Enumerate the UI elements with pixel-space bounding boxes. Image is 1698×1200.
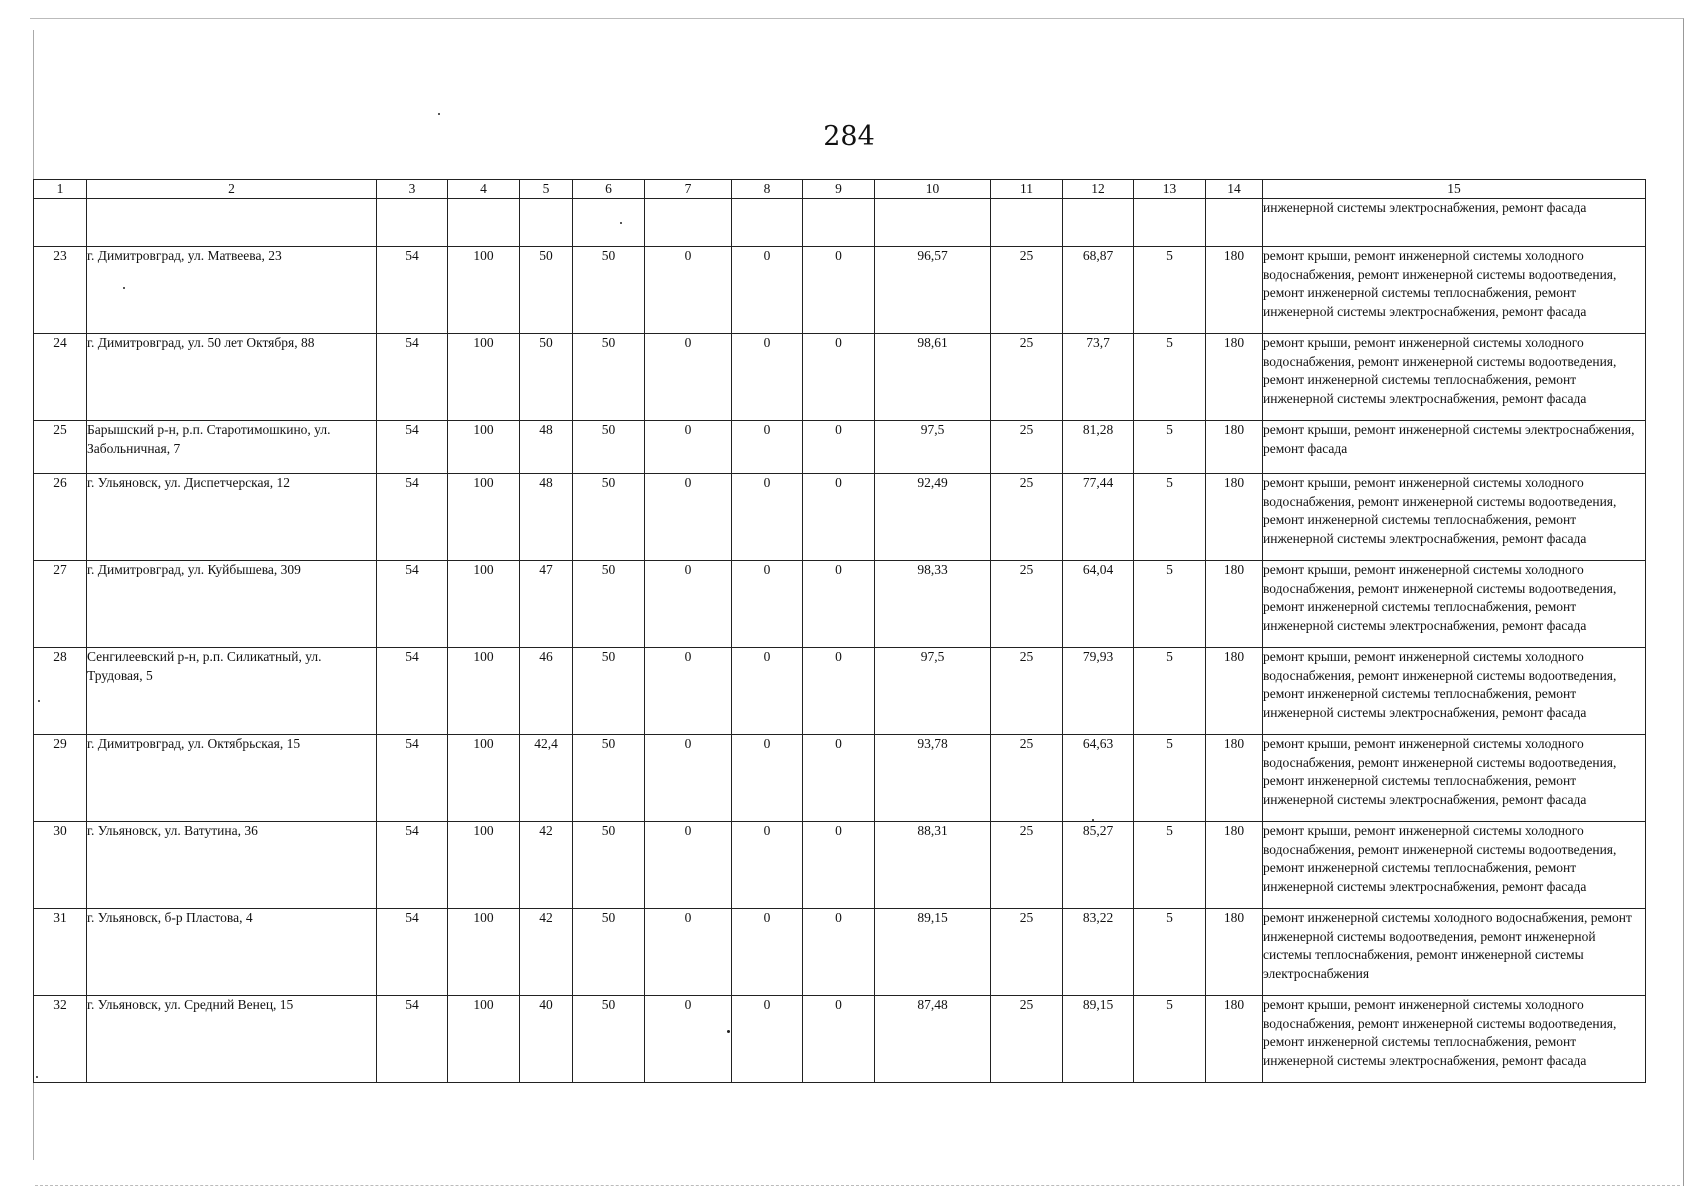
value-cell-col14: 180 (1206, 474, 1263, 561)
column-number-1: 1 (34, 180, 87, 199)
value-cell-col8 (732, 199, 803, 247)
value-cell-col8: 0 (732, 909, 803, 996)
value-cell-col8: 0 (732, 334, 803, 421)
value-cell-col11: 25 (991, 421, 1063, 474)
value-cell-col6 (573, 199, 645, 247)
value-cell-col8: 0 (732, 421, 803, 474)
value-cell-col13 (1134, 199, 1206, 247)
value-cell-col12: 77,44 (1063, 474, 1134, 561)
value-cell-col11: 25 (991, 474, 1063, 561)
value-cell-col12: 83,22 (1063, 909, 1134, 996)
row-number: 25 (34, 421, 87, 474)
value-cell-col7: 0 (645, 334, 732, 421)
value-cell-col9: 0 (803, 247, 875, 334)
works-description-cell: ремонт крыши, ремонт инженерной системы холодного водоснабжения, ремонт инженерной системы водоотведения, ремонт инженерной системы теплоснабжения, ремонт инженерной системы электроснабжения, ремонт фасада (1263, 474, 1646, 561)
column-number-5: 5 (520, 180, 573, 199)
value-cell-col13: 5 (1134, 996, 1206, 1083)
table-row (34, 474, 1646, 561)
value-cell-col9: 0 (803, 822, 875, 909)
column-number-8: 8 (732, 180, 803, 199)
value-cell-col12: 89,15 (1063, 996, 1134, 1083)
value-cell-col12: 81,28 (1063, 421, 1134, 474)
value-cell-col9: 0 (803, 474, 875, 561)
value-cell-col11: 25 (991, 648, 1063, 735)
value-cell-col11: 25 (991, 822, 1063, 909)
value-cell-col11: 25 (991, 247, 1063, 334)
value-cell-col5 (520, 199, 573, 247)
continuation-row (34, 199, 1646, 247)
value-cell-col10: 97,5 (875, 421, 991, 474)
value-cell-col12: 79,93 (1063, 648, 1134, 735)
value-cell-col6: 50 (573, 474, 645, 561)
value-cell-col7: 0 (645, 474, 732, 561)
value-cell-col10: 87,48 (875, 996, 991, 1083)
table-row (34, 735, 1646, 822)
value-cell-col10: 98,61 (875, 334, 991, 421)
column-number-14: 14 (1206, 180, 1263, 199)
column-number-3: 3 (377, 180, 448, 199)
works-description-cell: ремонт крыши, ремонт инженерной системы холодного водоснабжения, ремонт инженерной системы водоотведения, ремонт инженерной системы теплоснабжения, ремонт инженерной системы электроснабжения, ремонт фасада (1263, 334, 1646, 421)
value-cell-col8: 0 (732, 474, 803, 561)
value-cell-col13: 5 (1134, 247, 1206, 334)
value-cell-col14: 180 (1206, 247, 1263, 334)
value-cell-col4: 100 (448, 561, 520, 648)
address-cell: г. Ульяновск, ул. Ватутина, 36 (87, 822, 377, 909)
column-number-6: 6 (573, 180, 645, 199)
value-cell-col3: 54 (377, 334, 448, 421)
value-cell-col4: 100 (448, 996, 520, 1083)
works-description-cell: ремонт крыши, ремонт инженерной системы холодного водоснабжения, ремонт инженерной системы водоотведения, ремонт инженерной системы теплоснабжения, ремонт инженерной системы электроснабжения, ремонт фасада (1263, 735, 1646, 822)
value-cell-col5: 50 (520, 334, 573, 421)
address-cell: г. Димитровград, ул. Октябрьская, 15 (87, 735, 377, 822)
value-cell-col9 (803, 199, 875, 247)
value-cell-col6: 50 (573, 735, 645, 822)
value-cell-col8: 0 (732, 996, 803, 1083)
value-cell-col10 (875, 199, 991, 247)
value-cell-col14: 180 (1206, 822, 1263, 909)
value-cell-col4 (448, 199, 520, 247)
value-cell-col4: 100 (448, 474, 520, 561)
value-cell-col3: 54 (377, 561, 448, 648)
address-cell (87, 199, 377, 247)
value-cell-col13: 5 (1134, 561, 1206, 648)
value-cell-col12: 73,7 (1063, 334, 1134, 421)
value-cell-col8: 0 (732, 561, 803, 648)
value-cell-col7: 0 (645, 561, 732, 648)
column-number-2: 2 (87, 180, 377, 199)
table-row (34, 421, 1646, 474)
value-cell-col8: 0 (732, 648, 803, 735)
value-cell-col7: 0 (645, 822, 732, 909)
value-cell-col6: 50 (573, 561, 645, 648)
scan-speck (438, 113, 440, 115)
value-cell-col9: 0 (803, 735, 875, 822)
row-number: 24 (34, 334, 87, 421)
value-cell-col7: 0 (645, 996, 732, 1083)
works-description-cell: ремонт крыши, ремонт инженерной системы электроснабжения, ремонт фасада (1263, 421, 1646, 474)
value-cell-col12: 64,63 (1063, 735, 1134, 822)
value-cell-col7: 0 (645, 909, 732, 996)
value-cell-col3: 54 (377, 421, 448, 474)
value-cell-col12: 85,27 (1063, 822, 1134, 909)
row-number: 26 (34, 474, 87, 561)
table-row (34, 334, 1646, 421)
works-description-cell: ремонт крыши, ремонт инженерной системы холодного водоснабжения, ремонт инженерной системы водоотведения, ремонт инженерной системы теплоснабжения, ремонт инженерной системы электроснабжения, ремонт фасада (1263, 822, 1646, 909)
value-cell-col14: 180 (1206, 561, 1263, 648)
value-cell-col13: 5 (1134, 735, 1206, 822)
value-cell-col10: 96,57 (875, 247, 991, 334)
scan-speck (123, 287, 125, 289)
scan-speck (1092, 819, 1094, 821)
value-cell-col5: 42,4 (520, 735, 573, 822)
value-cell-col14: 180 (1206, 735, 1263, 822)
value-cell-col5: 40 (520, 996, 573, 1083)
value-cell-col4: 100 (448, 648, 520, 735)
value-cell-col11: 25 (991, 334, 1063, 421)
value-cell-col9: 0 (803, 996, 875, 1083)
value-cell-col11: 25 (991, 561, 1063, 648)
table-row (34, 909, 1646, 996)
value-cell-col4: 100 (448, 735, 520, 822)
works-description-cell: ремонт крыши, ремонт инженерной системы холодного водоснабжения, ремонт инженерной системы водоотведения, ремонт инженерной системы теплоснабжения, ремонт инженерной системы электроснабжения, ремонт фасада (1263, 648, 1646, 735)
column-number-header-row (34, 180, 1646, 199)
value-cell-col5: 47 (520, 561, 573, 648)
address-cell: Сенгилеевский р-н, р.п. Силикатный, ул. Трудовая, 5 (87, 648, 377, 735)
column-number-12: 12 (1063, 180, 1134, 199)
value-cell-col10: 88,31 (875, 822, 991, 909)
column-number-4: 4 (448, 180, 520, 199)
scan-bottom-edge (35, 1185, 1680, 1186)
value-cell-col6: 50 (573, 247, 645, 334)
row-number: 28 (34, 648, 87, 735)
row-number: 30 (34, 822, 87, 909)
works-description-cell: ремонт крыши, ремонт инженерной системы холодного водоснабжения, ремонт инженерной системы водоотведения, ремонт инженерной системы теплоснабжения, ремонт инженерной системы электроснабжения, ремонт фасада (1263, 247, 1646, 334)
table-row (34, 648, 1646, 735)
row-number: 27 (34, 561, 87, 648)
column-number-13: 13 (1134, 180, 1206, 199)
value-cell-col3: 54 (377, 996, 448, 1083)
column-number-9: 9 (803, 180, 875, 199)
value-cell-col12: 68,87 (1063, 247, 1134, 334)
column-number-15: 15 (1263, 180, 1646, 199)
address-cell: г. Ульяновск, б-р Пластова, 4 (87, 909, 377, 996)
value-cell-col10: 89,15 (875, 909, 991, 996)
value-cell-col9: 0 (803, 561, 875, 648)
value-cell-col5: 48 (520, 474, 573, 561)
value-cell-col9: 0 (803, 909, 875, 996)
scan-speck (38, 700, 40, 702)
address-cell: г. Ульяновск, ул. Средний Венец, 15 (87, 996, 377, 1083)
value-cell-col4: 100 (448, 334, 520, 421)
value-cell-col14: 180 (1206, 996, 1263, 1083)
value-cell-col3: 54 (377, 474, 448, 561)
value-cell-col3: 54 (377, 822, 448, 909)
row-number (34, 199, 87, 247)
row-number: 31 (34, 909, 87, 996)
works-description-cell: ремонт крыши, ремонт инженерной системы холодного водоснабжения, ремонт инженерной системы водоотведения, ремонт инженерной системы теплоснабжения, ремонт инженерной системы электроснабжения, ремонт фасада (1263, 996, 1646, 1083)
value-cell-col14: 180 (1206, 421, 1263, 474)
table-body (34, 199, 1646, 1083)
value-cell-col5: 48 (520, 421, 573, 474)
value-cell-col4: 100 (448, 247, 520, 334)
value-cell-col6: 50 (573, 334, 645, 421)
address-cell: г. Димитровград, ул. 50 лет Октября, 88 (87, 334, 377, 421)
value-cell-col7: 0 (645, 735, 732, 822)
value-cell-col12 (1063, 199, 1134, 247)
value-cell-col7 (645, 199, 732, 247)
value-cell-col4: 100 (448, 421, 520, 474)
value-cell-col13: 5 (1134, 909, 1206, 996)
address-cell: Барышский р-н, р.п. Старотимошкино, ул. Забольничная, 7 (87, 421, 377, 474)
value-cell-col10: 98,33 (875, 561, 991, 648)
value-cell-col4: 100 (448, 909, 520, 996)
value-cell-col14: 180 (1206, 648, 1263, 735)
value-cell-col14: 180 (1206, 909, 1263, 996)
value-cell-col3: 54 (377, 909, 448, 996)
value-cell-col13: 5 (1134, 421, 1206, 474)
value-cell-col10: 93,78 (875, 735, 991, 822)
value-cell-col12: 64,04 (1063, 561, 1134, 648)
table-row (34, 247, 1646, 334)
value-cell-col9: 0 (803, 421, 875, 474)
value-cell-col5: 50 (520, 247, 573, 334)
value-cell-col7: 0 (645, 421, 732, 474)
column-number-7: 7 (645, 180, 732, 199)
value-cell-col4: 100 (448, 822, 520, 909)
value-cell-col6: 50 (573, 648, 645, 735)
value-cell-col11: 25 (991, 909, 1063, 996)
value-cell-col5: 46 (520, 648, 573, 735)
value-cell-col7: 0 (645, 648, 732, 735)
column-number-11: 11 (991, 180, 1063, 199)
value-cell-col6: 50 (573, 996, 645, 1083)
address-cell: г. Ульяновск, ул. Диспетчерская, 12 (87, 474, 377, 561)
value-cell-col9: 0 (803, 648, 875, 735)
works-description-cell: инженерной системы электроснабжения, ремонт фасада (1263, 199, 1646, 247)
value-cell-col3 (377, 199, 448, 247)
page-number: 284 (823, 121, 875, 152)
row-number: 32 (34, 996, 87, 1083)
address-cell: г. Димитровград, ул. Матвеева, 23 (87, 247, 377, 334)
value-cell-col3: 54 (377, 735, 448, 822)
value-cell-col7: 0 (645, 247, 732, 334)
value-cell-col8: 0 (732, 247, 803, 334)
register-table (33, 179, 1646, 1083)
value-cell-col10: 97,5 (875, 648, 991, 735)
value-cell-col6: 50 (573, 421, 645, 474)
address-cell: г. Димитровград, ул. Куйбышева, 309 (87, 561, 377, 648)
value-cell-col3: 54 (377, 247, 448, 334)
value-cell-col6: 50 (573, 909, 645, 996)
value-cell-col11 (991, 199, 1063, 247)
scan-speck (620, 222, 622, 224)
value-cell-col5: 42 (520, 909, 573, 996)
row-number: 23 (34, 247, 87, 334)
value-cell-col14: 180 (1206, 334, 1263, 421)
table-row (34, 561, 1646, 648)
value-cell-col9: 0 (803, 334, 875, 421)
value-cell-col13: 5 (1134, 334, 1206, 421)
value-cell-col14 (1206, 199, 1263, 247)
value-cell-col5: 42 (520, 822, 573, 909)
value-cell-col8: 0 (732, 822, 803, 909)
value-cell-col13: 5 (1134, 822, 1206, 909)
table-row (34, 996, 1646, 1083)
row-number: 29 (34, 735, 87, 822)
value-cell-col11: 25 (991, 735, 1063, 822)
value-cell-col11: 25 (991, 996, 1063, 1083)
table-row (34, 822, 1646, 909)
works-description-cell: ремонт инженерной системы холодного водоснабжения, ремонт инженерной системы водоотведения, ремонт инженерной системы теплоснабжения, ремонт инженерной системы электроснабжения (1263, 909, 1646, 996)
column-number-10: 10 (875, 180, 991, 199)
value-cell-col6: 50 (573, 822, 645, 909)
value-cell-col8: 0 (732, 735, 803, 822)
works-description-cell: ремонт крыши, ремонт инженерной системы холодного водоснабжения, ремонт инженерной системы водоотведения, ремонт инженерной системы теплоснабжения, ремонт инженерной системы электроснабжения, ремонт фасада (1263, 561, 1646, 648)
value-cell-col13: 5 (1134, 648, 1206, 735)
scan-speck (727, 1030, 730, 1033)
value-cell-col3: 54 (377, 648, 448, 735)
scan-speck (36, 1076, 38, 1078)
value-cell-col13: 5 (1134, 474, 1206, 561)
value-cell-col10: 92,49 (875, 474, 991, 561)
